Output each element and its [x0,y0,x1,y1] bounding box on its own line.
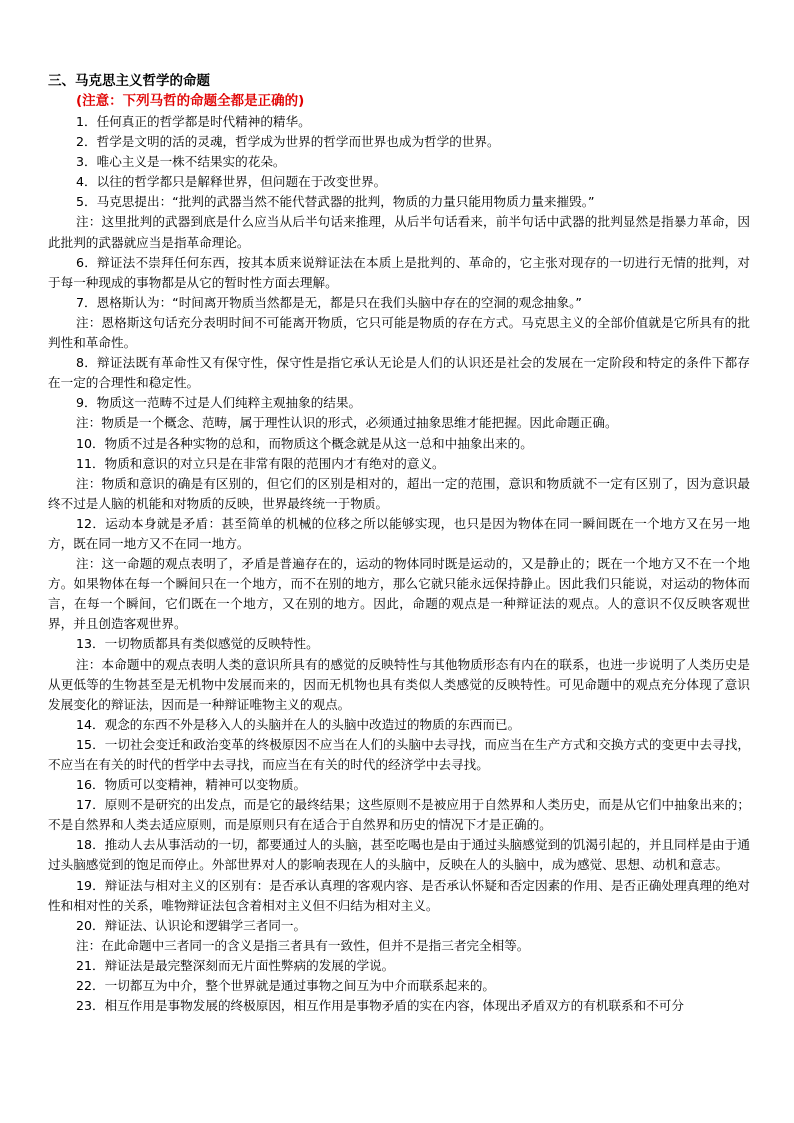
paragraph: 2．哲学是文明的活的灵魂，哲学成为世界的哲学而世界也成为哲学的世界。 [76,134,500,150]
paragraph: 10．物质不过是各种实物的总和，而物质这个概念就是从这一总和中抽象出来的。 [76,435,533,451]
paragraph-list [48,112,750,1016]
paragraph: 注：物质是一个概念、范畴，属于理性认识的形式，必须通过抽象思维才能把握。因此命题正确。 [76,415,618,431]
section-heading: 三、马克思主义哲学的命题 [48,73,210,89]
paragraph: 8．辩证法既有革命性又有保守性，保守性是指它承认无论是人们的认识还是社会的发展在一定阶段和特定的条件下都存在一定的合理性和稳定性。 [48,355,750,391]
paragraph: 14．观念的东西不外是移入人的头脑并在人的头脑中改造过的物质的东西而已。 [76,716,521,732]
paragraph: 7．恩格斯认为：“时间离开物质当然都是无，都是只在我们头脑中存在的空洞的观念抽象。” [76,294,582,310]
paragraph: 1．任何真正的哲学都是时代精神的精华。 [76,114,311,129]
paragraph: 3．唯心主义是一株不结果实的花朵。 [76,154,286,170]
paragraph: 18．推动人去从事活动的一切，都要通过人的头脑，甚至吃喝也是由于通过头脑感觉到的饥渴引起的，并且同样是由于通过头脑感觉到的饱足而停止。外部世界对人的影响表现在人的头脑中，反映在人的头脑中，成为感觉、思想、动机和意志。 [48,837,750,873]
paragraph: 5．马克思提出：“批判的武器当然不能代替武器的批判，物质的力量只能用物质力量来摧毁。” [76,194,595,210]
paragraph: 20．辩证法、认识论和逻辑学三者同一。 [76,917,307,933]
section-note: (注意：下列马哲的命题全都是正确的) [76,93,305,109]
paragraph: 注：在此命题中三者同一的含义是指三者具有一致性，但并不是指三者完全相等。 [76,937,530,953]
paragraph: 13．一切物质都具有类似感觉的反映特性。 [76,636,319,652]
paragraph: 注：本命题中的观点表明人类的意识所具有的感觉的反映特性与其他物质形态有内在的联系，也进一步说明了人类历史是从更低等的生物甚至是无机物中发展而来的，因而无机物也具有类似人类感觉的反映特性。可见命题中的观点充分体现了意识发展变化的辩证法，因而是一种辩证唯物主义的观点。 [48,656,750,712]
paragraph: 21．辩证法是最完整深刻而无片面性弊病的发展的学说。 [76,957,395,973]
paragraph: 17．原则不是研究的出发点，而是它的最终结果；这些原则不是被应用于自然界和人类历史，而是从它们中抽象出来的；不是自然界和人类去适应原则，而是原则只有在适合于自然界和历史的情况下才是正确的。 [48,797,750,833]
paragraph: 23．相互作用是事物发展的终极原因，相互作用是事物矛盾的实在内容，体现出矛盾双方的有机联系和不可分 [76,998,684,1014]
paragraph: 注：这里批判的武器到底是什么应当从后半句话来推理，从后半句话看来，前半句话中武器的批判显然是指暴力革命，因此批判的武器就应当是指革命理论。 [48,214,750,250]
paragraph: 15．一切社会变迁和政治变革的终极原因不应当在人们的头脑中去寻找，而应当在生产方式和交换方式的变更中去寻找，不应当在有关的时代的哲学中去寻找，而应当在有关的时代的经济学中去寻找。 [48,736,750,772]
paragraph: 4．以往的哲学都只是解释世界，但问题在于改变世界。 [76,174,387,190]
paragraph: 22．一切都互为中介，整个世界就是通过事物之间互为中介而联系起来的。 [76,978,496,994]
paragraph: 12．运动本身就是矛盾：甚至简单的机械的位移之所以能够实现，也只是因为物体在同一瞬间既在一个地方又在另一地方，既在同一地方又不在同一地方。 [48,515,750,551]
paragraph: 注：恩格斯这句话充分表明时间不可能离开物质，它只可能是物质的存在方式。马克思主义的全部价值就是它所具有的批判性和革命性。 [48,314,750,351]
paragraph: 11．物质和意识的对立只是在非常有限的范围内才有绝对的意义。 [76,455,445,471]
paragraph: 16．物质可以变精神，精神可以变物质。 [76,777,307,793]
paragraph: 6．辩证法不崇拜任何东西，按其本质来说辩证法在本质上是批判的、革命的，它主张对现存的一切进行无情的批判，对于每一种现成的事物都是从它的暂时性方面去理解。 [48,254,750,290]
paragraph: 注：这一命题的观点表明了，矛盾是普遍存在的，运动的物体同时既是运动的，又是静止的；既在一个地方又不在一个地方。如果物体在每一个瞬间只在一个地方，而不在别的地方，那么它就只能永远保持静止。因此我们只能说，对运动的物体而言，在每一个瞬间，它们既在一个地方，又在别的地方。因此，命题的观点是一种辩证法的观点。人的意识不仅反映客观世界，并且创造客观世界。 [48,556,750,632]
paragraph: 19．辩证法与相对主义的区别有：是否承认真理的客观内容、是否承认怀疑和否定因素的作用、是否正确处理真理的绝对性和相对性的关系，唯物辩证法包含着相对主义但不归结为相对主义。 [48,877,750,913]
paragraph: 9．物质这一范畴不过是人们纯粹主观抽象的结果。 [76,395,362,411]
paragraph: 注：物质和意识的确是有区别的，但它们的区别是相对的，超出一定的范围，意识和物质就不一定有区别了，因为意识最终不过是人脑的机能和对物质的反映，世界最终统一于物质。 [48,475,750,511]
document-body [48,72,750,1016]
